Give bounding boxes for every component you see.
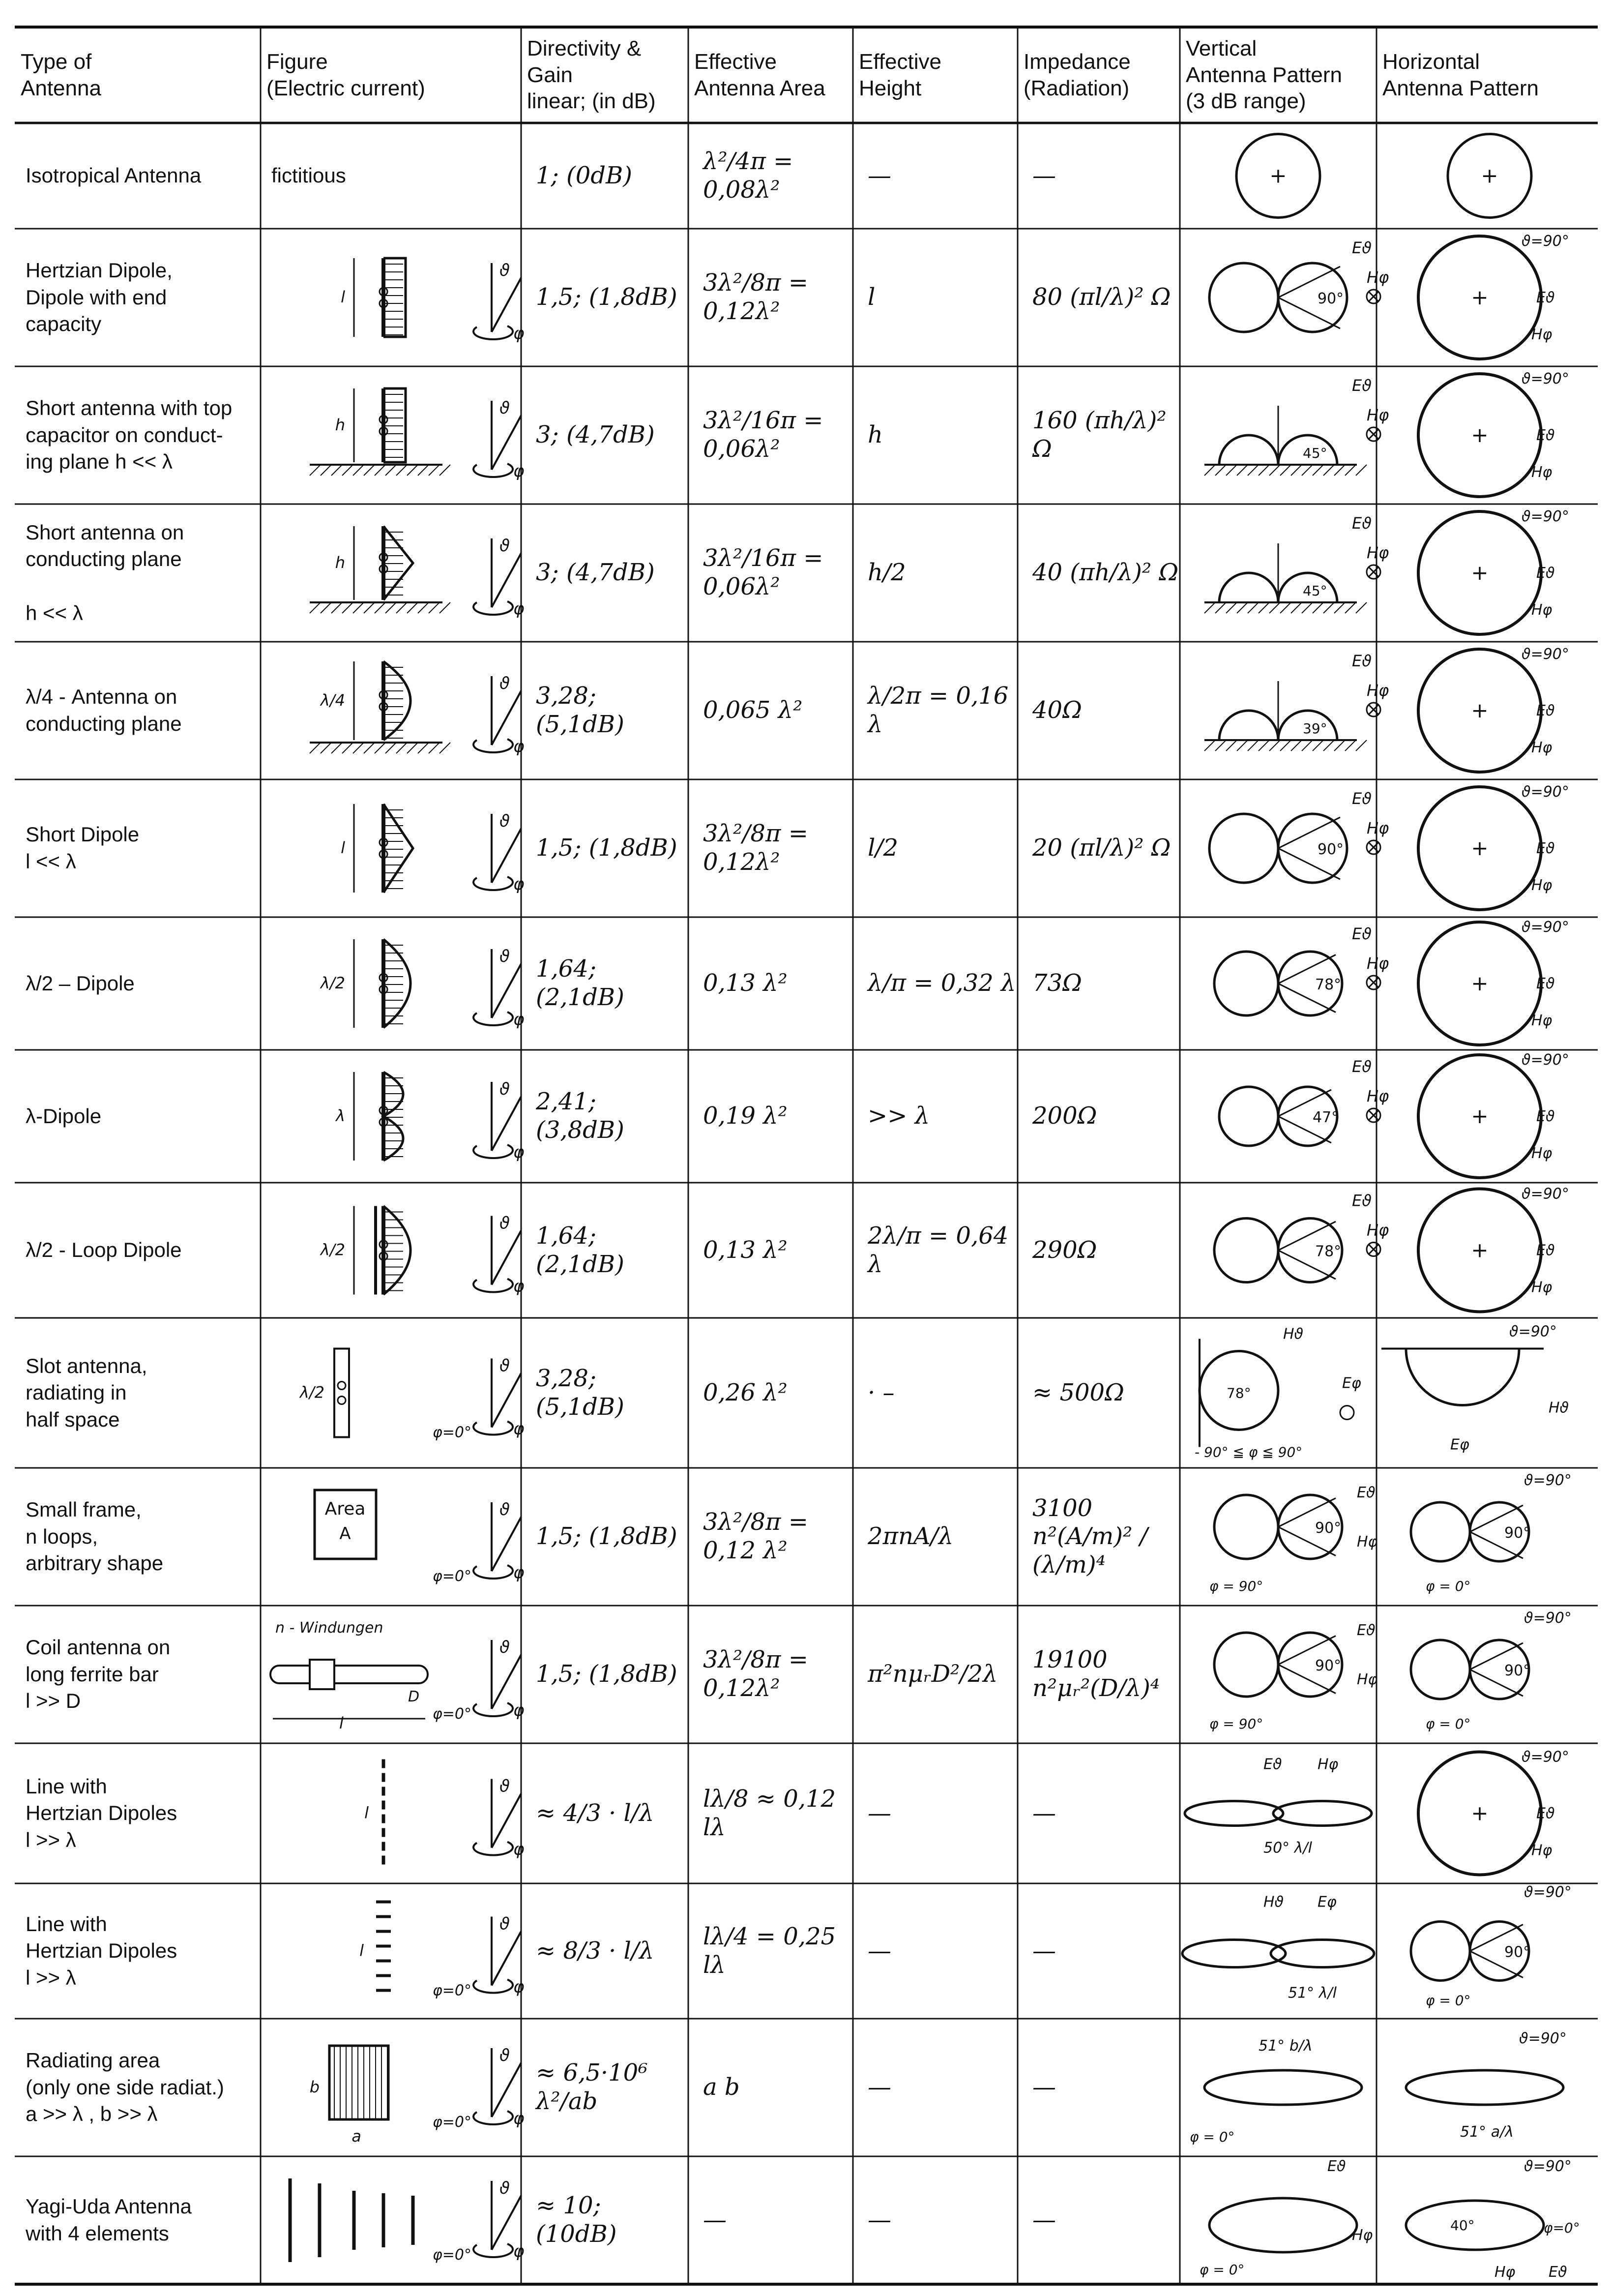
directivity-gain: 3,28; (5,1dB) (536, 1364, 624, 1421)
label-angle-78: 78° (1227, 1385, 1251, 1401)
directivity-gain: 1,5; (1,8dB) (536, 834, 677, 862)
effective-height: — (868, 1937, 891, 1965)
label-h-phi: Hφ (1531, 1279, 1552, 1296)
effective-area: 3λ²/8π = 0,12λ² (703, 269, 808, 325)
label-e-theta: Eϑ (1536, 975, 1555, 992)
antenna-type: λ/2 - Loop Dipole (26, 1238, 182, 1262)
effective-height: π²nμᵣD²/2λ (868, 1660, 998, 1688)
impedance: ≈ 500Ω (1032, 1378, 1124, 1406)
label-h-phi: Hφ (1357, 1671, 1378, 1688)
label-dim-l: l (341, 288, 345, 306)
effective-height: h/2 (868, 559, 906, 587)
label-angle-78: 78° (1315, 976, 1342, 993)
impedance: 160 (πh/λ)² Ω (1032, 407, 1167, 463)
antenna-type: Radiating area (only one side radiat.) a >> λ , b >> λ (26, 2049, 224, 2126)
antenna-figure (310, 2046, 525, 2146)
effective-area: 3λ²/16π = 0,06λ² (703, 544, 823, 600)
effective-area: 3λ²/8π = 0,12 λ² (703, 1508, 808, 1564)
horizontal-pattern (1418, 783, 1569, 910)
label-phi: φ (513, 324, 525, 343)
label-phi-zero: φ=0° (433, 1568, 472, 1585)
label-phi-zero: φ=0° (1544, 2220, 1580, 2236)
center-mark: + (1471, 423, 1489, 447)
directivity-gain: ≈ 6,5·10⁶ λ²/ab (536, 2059, 648, 2115)
label-e-theta: Eϑ (1536, 289, 1555, 306)
label-phi: φ (513, 737, 525, 756)
label-theta-90: ϑ=90° (1522, 508, 1569, 525)
antenna-type: Isotropical Antenna (26, 164, 202, 187)
label-e-theta: Eϑ (1352, 652, 1372, 670)
label-h-phi: Hφ (1531, 326, 1552, 343)
label-theta: ϑ (499, 2046, 510, 2065)
label-theta: ϑ (499, 947, 510, 966)
effective-area: — (703, 2206, 727, 2234)
label-phi-0: φ = 0° (1190, 2129, 1235, 2145)
directivity-gain: 2,41; (3,8dB) (536, 1088, 624, 1144)
label-theta: ϑ (499, 1500, 510, 1520)
label-h-phi: Hφ (1352, 2227, 1373, 2244)
effective-area: a b (703, 2073, 740, 2101)
label-e-theta: Eϑ (1352, 239, 1372, 257)
vertical-pattern (1185, 1756, 1372, 1857)
label-dim-lambda2: λ/2 (320, 974, 345, 992)
directivity-gain: 3,28; (5,1dB) (536, 682, 624, 738)
label-theta-90: ϑ=90° (1522, 370, 1569, 388)
label-phi: φ (513, 461, 525, 481)
column-header: Effective Height (859, 49, 941, 100)
label-theta: ϑ (499, 398, 510, 418)
label-theta-90: ϑ=90° (1519, 2030, 1567, 2047)
label-theta-90: ϑ=90° (1509, 1323, 1557, 1341)
label-phi: φ (513, 2109, 525, 2128)
center-mark: + (1471, 698, 1489, 722)
vertical-pattern (1190, 2037, 1362, 2145)
label-e-theta: Eϑ (1352, 514, 1372, 533)
label-theta-90: ϑ=90° (1522, 1748, 1569, 1766)
label-theta-90: ϑ=90° (1524, 1883, 1572, 1901)
label-e-theta: Eϑ (1549, 2264, 1567, 2281)
effective-height: — (868, 1799, 891, 1827)
label-theta-90: ϑ=90° (1524, 2158, 1572, 2175)
label-angle-47: 47° (1313, 1109, 1339, 1126)
impedance: 3100 n²(A/m)² / (λ/m)⁴ (1032, 1494, 1148, 1579)
label-phi: φ (513, 1563, 525, 1582)
horizontal-pattern (1411, 1610, 1572, 1732)
antenna-type: Small frame, n loops, arbitrary shape (26, 1498, 164, 1575)
label-angle-90: 90° (1318, 841, 1344, 858)
label-theta-90: ϑ=90° (1522, 783, 1569, 801)
label-theta: ϑ (499, 674, 510, 693)
label-e-theta: Eϑ (1536, 1242, 1555, 1259)
center-mark: + (1269, 163, 1287, 188)
antenna-figure (299, 1349, 525, 1441)
label-phi-0: φ = 0° (1200, 2262, 1245, 2278)
label-angle-90: 90° (1315, 1520, 1342, 1537)
column-header: Vertical Antenna Pattern (3 dB range) (1186, 36, 1343, 114)
antenna-type: Line with Hertzian Dipoles l >> λ (26, 1774, 177, 1851)
label-phi: φ (513, 874, 525, 894)
vertical-pattern (1204, 652, 1389, 751)
figure-caption: fictitious (271, 164, 346, 187)
label-phi-zero: φ=0° (433, 2246, 472, 2264)
label-theta: ϑ (499, 2178, 510, 2198)
label-e-phi: Eφ (1318, 1893, 1337, 1911)
vertical-pattern (1209, 789, 1389, 883)
vertical-pattern (1209, 1484, 1378, 1594)
antenna-type: Hertzian Dipole, Dipole with end capacity (26, 259, 173, 336)
antenna-type: Short antenna on conducting plane h << λ (26, 520, 184, 625)
effective-height: l/2 (868, 834, 899, 862)
label-e-theta: Eϑ (1536, 702, 1555, 719)
directivity-gain: 1,5; (1,8dB) (536, 1660, 677, 1688)
label-beam-51: 51° λ/l (1288, 1984, 1337, 2002)
label-theta-90: ϑ=90° (1522, 1051, 1569, 1069)
effective-height: — (868, 2206, 891, 2234)
vertical-pattern (1209, 1622, 1378, 1732)
label-theta: ϑ (499, 1914, 510, 1934)
label-h-phi: Hφ (1531, 1842, 1552, 1859)
horizontal-pattern (1418, 1186, 1569, 1312)
label-dim-l: l (339, 1714, 344, 1732)
directivity-gain: 3; (4,7dB) (536, 421, 655, 449)
label-angle-39: 39° (1303, 720, 1327, 737)
center-mark: + (1471, 1104, 1489, 1128)
label-angle-90: 90° (1315, 1657, 1342, 1674)
effective-area: 0,26 λ² (703, 1378, 788, 1406)
label-theta-90: ϑ=90° (1522, 1185, 1569, 1203)
label-theta: ϑ (499, 1079, 510, 1099)
directivity-gain: 3; (4,7dB) (536, 559, 655, 587)
center-mark: + (1471, 1801, 1489, 1825)
label-theta: ϑ (499, 1213, 510, 1233)
vertical-pattern (1204, 514, 1389, 613)
label-theta: ϑ (499, 261, 510, 280)
label-angle-45: 45° (1303, 445, 1327, 461)
label-e-theta: Eϑ (1536, 1805, 1555, 1822)
center-mark: + (1471, 561, 1489, 585)
label-angle-78: 78° (1315, 1243, 1342, 1260)
directivity-gain: 1,5; (1,8dB) (536, 283, 677, 311)
antenna-figure (335, 1072, 525, 1162)
label-e-theta: Eϑ (1352, 924, 1372, 943)
label-h-phi: Hφ (1357, 1533, 1378, 1551)
label-area-a: A (339, 1524, 351, 1544)
antenna-type: λ/4 - Antenna on conducting plane (26, 685, 182, 735)
label-phi: φ (513, 1142, 525, 1162)
label-e-theta: Eϑ (1536, 840, 1555, 857)
vertical-pattern (1200, 2158, 1373, 2278)
antenna-type: Line with Hertzian Dipoles l >> λ (26, 1912, 177, 1989)
effective-height: 2λ/π = 0,64 λ (868, 1222, 1009, 1278)
column-header: Directivity & Gain linear; (in dB) (527, 36, 656, 114)
label-dim-lambda2: λ/2 (299, 1383, 324, 1402)
label-h-phi: Hφ (1318, 1756, 1339, 1773)
antenna-figure (315, 1490, 525, 1585)
directivity-gain: ≈ 4/3 · l/λ (536, 1799, 654, 1827)
vertical-pattern (1219, 1057, 1389, 1146)
impedance: — (1032, 1937, 1056, 1965)
label-beam-50: 50° λ/l (1263, 1839, 1312, 1857)
horizontal-pattern (1406, 2158, 1580, 2281)
label-h-phi: Hφ (1367, 681, 1389, 700)
label-angle-45: 45° (1303, 583, 1327, 599)
impedance: 19100 n²μᵣ²(D/λ)⁴ (1032, 1646, 1160, 1702)
label-phi: φ (513, 1839, 525, 1859)
label-h-theta: Hϑ (1549, 1399, 1569, 1417)
effective-height: · – (868, 1378, 895, 1406)
label-theta-90: ϑ=90° (1522, 646, 1569, 663)
label-angle-90: 90° (1504, 1943, 1531, 1961)
effective-height: l (868, 283, 876, 311)
label-dim-l: l (341, 838, 345, 857)
impedance: — (1032, 2073, 1056, 2101)
effective-area: λ²/4π = 0,08λ² (703, 147, 793, 204)
directivity-gain: 1; (0dB) (536, 161, 632, 189)
label-beam-51a: 51° a/λ (1460, 2123, 1514, 2141)
horizontal-pattern (1381, 1323, 1569, 1454)
directivity-gain: 1,64; (2,1dB) (536, 1222, 624, 1278)
effective-area: 0,065 λ² (703, 696, 803, 724)
effective-height: 2πnA/λ (868, 1522, 954, 1551)
horizontal-pattern (1418, 233, 1569, 359)
label-dim-lambda4: λ/4 (320, 691, 345, 710)
label-e-theta: Eϑ (1536, 565, 1555, 582)
label-phi-90: φ = 90° (1209, 1578, 1263, 1594)
antenna-figure (310, 526, 525, 619)
label-e-phi: Eφ (1342, 1374, 1361, 1392)
antenna-type: Yagi-Uda Antenna with 4 elements (26, 2195, 192, 2245)
horizontal-pattern (1418, 370, 1569, 497)
impedance: — (1032, 1799, 1056, 1827)
label-phi: φ (513, 1010, 525, 1029)
effective-area: lλ/8 ≈ 0,12 lλ (703, 1785, 836, 1841)
impedance: 40Ω (1032, 696, 1082, 724)
label-windungen: n - Windungen (275, 1619, 383, 1637)
label-dim-h: h (335, 416, 345, 434)
antenna-figure (270, 1619, 525, 1732)
antenna-figure (341, 258, 525, 343)
impedance: — (1032, 2206, 1056, 2234)
label-slot-range: - 90° ≦ φ ≦ 90° (1195, 1444, 1303, 1461)
antenna-figure (320, 1206, 525, 1296)
label-h-phi: Hφ (1367, 819, 1389, 837)
label-h-phi: Hφ (1531, 601, 1552, 619)
center-mark: + (1471, 1238, 1489, 1262)
label-dim-a: a (351, 2127, 361, 2146)
center-mark: + (1471, 836, 1489, 860)
center-mark: + (1471, 285, 1489, 309)
label-dim-d: D (408, 1688, 420, 1705)
label-theta-90: ϑ=90° (1522, 919, 1569, 936)
label-h-phi: Hφ (1367, 543, 1389, 562)
label-beam-51b: 51° b/λ (1259, 2037, 1313, 2055)
label-phi: φ (513, 1419, 525, 1439)
label-h-phi: Hφ (1367, 1221, 1389, 1240)
label-dim-h: h (335, 553, 345, 572)
label-theta-90: ϑ=90° (1524, 1610, 1572, 1627)
label-phi: φ (513, 599, 525, 619)
antenna-type: Coil antenna on long ferrite bar l >> D (26, 1636, 171, 1713)
label-theta: ϑ (499, 536, 510, 556)
impedance: 73Ω (1032, 969, 1082, 997)
horizontal-pattern (1418, 919, 1569, 1045)
label-phi-0: φ = 0° (1426, 1716, 1471, 1732)
effective-height: λ/2π = 0,16 λ (868, 682, 1009, 738)
label-h-phi: Hφ (1367, 954, 1389, 973)
vertical-pattern (1214, 1192, 1389, 1282)
antenna-figure (310, 388, 525, 481)
antenna-figure (320, 939, 525, 1029)
horizontal-pattern (1418, 1749, 1569, 1875)
impedance: 20 (πl/λ)² Ω (1032, 834, 1171, 862)
horizontal-pattern (1411, 1884, 1572, 2009)
label-e-theta: Eϑ (1352, 376, 1372, 395)
antenna-type: Slot antenna, radiating in half space (26, 1354, 147, 1431)
effective-area: 0,19 λ² (703, 1102, 788, 1130)
effective-height: >> λ (868, 1102, 930, 1130)
impedance: 40 (πh/λ)² Ω (1032, 559, 1179, 587)
effective-area: 3λ²/8π = 0,12λ² (703, 820, 808, 876)
directivity-gain: 1,5; (1,8dB) (536, 1522, 677, 1551)
column-header: Horizontal Antenna Pattern (1382, 49, 1539, 100)
label-e-phi: Eφ (1450, 1436, 1469, 1454)
impedance: 200Ω (1032, 1102, 1097, 1130)
label-theta: ϑ (499, 1638, 510, 1657)
label-h-phi: Hφ (1531, 464, 1552, 481)
label-dim-l: l (364, 1803, 369, 1822)
label-angle-90: 90° (1504, 1524, 1531, 1542)
label-theta: ϑ (499, 1356, 510, 1376)
label-h-phi: Hφ (1531, 877, 1552, 894)
directivity-gain: ≈ 10; (10dB) (536, 2192, 617, 2248)
label-e-theta: Eϑ (1536, 1108, 1555, 1125)
label-h-theta: Hϑ (1283, 1325, 1304, 1343)
label-phi-0: φ = 0° (1426, 1578, 1471, 1594)
label-h-phi: Hφ (1531, 1145, 1552, 1162)
antenna-figure (310, 661, 525, 756)
label-e-theta: Eϑ (1352, 1057, 1372, 1076)
label-phi-zero: φ=0° (433, 1982, 472, 1999)
label-theta: ϑ (499, 811, 510, 831)
horizontal-pattern (1411, 1472, 1572, 1594)
effective-height: — (868, 161, 891, 189)
horizontal-pattern (1406, 2030, 1567, 2141)
effective-area: 0,13 λ² (703, 969, 788, 997)
label-h-phi: Hφ (1494, 2264, 1516, 2281)
antenna-figure (341, 804, 525, 894)
antenna-figure (364, 1759, 525, 1865)
label-e-theta: Eϑ (1357, 1622, 1376, 1639)
column-header: Effective Antenna Area (694, 49, 825, 100)
vertical-pattern (1204, 376, 1389, 476)
label-dim-l: l (359, 1941, 364, 1960)
label-e-theta: Eϑ (1263, 1756, 1282, 1773)
label-phi-zero: φ=0° (433, 1705, 472, 1723)
column-header: Impedance (Radiation) (1024, 49, 1131, 100)
label-phi: φ (513, 1977, 525, 1997)
label-e-theta: Eϑ (1327, 2158, 1346, 2175)
horizontal-pattern (1418, 1051, 1569, 1178)
horizontal-pattern (1448, 134, 1531, 218)
antenna-type: λ-Dipole (26, 1104, 102, 1128)
directivity-gain: ≈ 8/3 · l/λ (536, 1937, 654, 1965)
label-phi: φ (513, 1700, 525, 1720)
label-e-theta: Eϑ (1352, 789, 1372, 808)
label-theta-90: ϑ=90° (1522, 233, 1569, 250)
label-dim-lambda2: λ/2 (320, 1240, 345, 1259)
label-h-phi: Hφ (1531, 1012, 1552, 1029)
label-phi-zero: φ=0° (433, 2114, 472, 2131)
label-phi: φ (513, 2241, 525, 2261)
effective-area: lλ/4 = 0,25 lλ (703, 1922, 836, 1979)
effective-area: 0,13 λ² (703, 1236, 788, 1264)
impedance: 290Ω (1032, 1236, 1097, 1264)
vertical-pattern (1214, 924, 1389, 1015)
label-phi-90: φ = 90° (1209, 1716, 1263, 1732)
label-h-phi: Hφ (1367, 1087, 1389, 1105)
center-mark: + (1481, 163, 1498, 188)
label-phi-0: φ = 0° (1426, 1992, 1471, 2009)
label-dim-b: b (309, 2078, 320, 2096)
label-phi: φ (513, 1276, 525, 1296)
vertical-pattern (1182, 1894, 1374, 2002)
horizontal-pattern (1418, 508, 1569, 634)
label-area: Area (324, 1499, 366, 1519)
vertical-pattern (1195, 1326, 1361, 1461)
effective-area: 3λ²/16π = 0,06λ² (703, 407, 823, 463)
antenna-type: λ/2 – Dipole (26, 971, 135, 995)
antenna-type: Short antenna with top capacitor on conduct- ing plane h << λ (26, 396, 233, 474)
label-angle-90: 90° (1318, 290, 1344, 307)
effective-area: 3λ²/8π = 0,12λ² (703, 1646, 808, 1702)
antenna-type: Short Dipole l << λ (26, 823, 140, 873)
label-h-phi: Hφ (1367, 406, 1389, 424)
effective-height: λ/π = 0,32 λ (868, 969, 1016, 997)
label-angle-90: 90° (1504, 1662, 1531, 1679)
vertical-pattern (1236, 134, 1320, 218)
label-phi-zero: φ=0° (433, 1424, 472, 1441)
label-e-theta: Eϑ (1536, 427, 1555, 444)
antenna-figure (290, 2178, 525, 2264)
effective-height: h (868, 421, 883, 449)
effective-height: — (868, 2073, 891, 2101)
directivity-gain: 1,64; (2,1dB) (536, 955, 624, 1011)
column-header: Figure (Electric current) (266, 49, 425, 100)
center-mark: + (1471, 971, 1489, 995)
label-e-theta: Eϑ (1352, 1191, 1372, 1210)
label-h-phi: Hφ (1367, 268, 1389, 287)
column-header: Type of Antenna (21, 49, 101, 100)
label-e-theta: Eϑ (1357, 1484, 1376, 1501)
label-h-theta: Hϑ (1263, 1893, 1284, 1911)
label-angle-40: 40° (1450, 2217, 1475, 2234)
antenna-figure (359, 1902, 525, 1999)
label-theta-90: ϑ=90° (1524, 1472, 1572, 1489)
label-theta: ϑ (499, 1776, 510, 1796)
impedance: 80 (πl/λ)² Ω (1032, 283, 1171, 311)
horizontal-pattern (1418, 646, 1569, 772)
vertical-pattern (1209, 239, 1389, 332)
label-dim-lambda: λ (336, 1106, 345, 1125)
impedance: — (1032, 161, 1056, 189)
label-h-phi: Hφ (1531, 739, 1552, 756)
